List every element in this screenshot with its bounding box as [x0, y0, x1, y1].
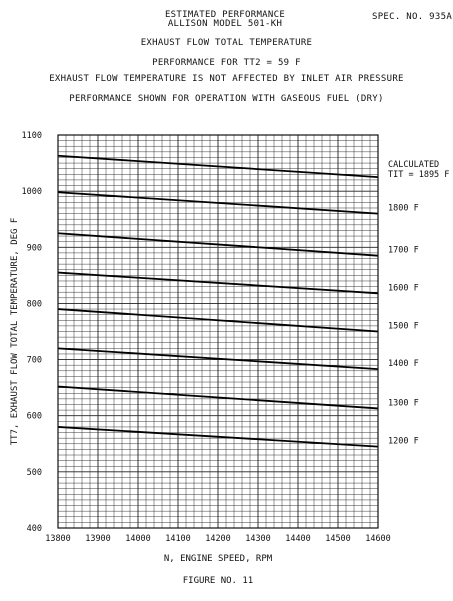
- fuel-note: PERFORMANCE SHOWN FOR OPERATION WITH GASEOUS FUEL (DRY): [69, 94, 384, 104]
- figure-label: FIGURE NO. 11: [182, 576, 254, 586]
- y-tick-label: 600: [26, 411, 42, 422]
- x-tick-label: 14400: [285, 534, 311, 544]
- y-tick-label: 800: [26, 299, 42, 310]
- x-tick-label: 14100: [165, 534, 191, 544]
- curve-label: 1200 F: [388, 436, 419, 447]
- curve-label: 1300 F: [388, 398, 419, 409]
- y-tick-label: 1100: [21, 131, 42, 141]
- curve-label: 1600 F: [388, 283, 419, 294]
- x-tick-label: 14000: [125, 534, 151, 544]
- grid: [58, 135, 378, 528]
- x-tick-label: 14300: [245, 534, 271, 544]
- spec-number: SPEC. NO. 935A: [372, 12, 453, 22]
- legend-title-line-1: CALCULATED: [388, 160, 440, 171]
- legend-title-line-2: TIT = 1895 F: [388, 170, 450, 181]
- x-tick-label: 14200: [205, 534, 231, 544]
- x-axis-label: N, ENGINE SPEED, RPM: [163, 554, 273, 564]
- title-line-1: ESTIMATED PERFORMANCE: [164, 10, 286, 20]
- curve-labels: [388, 204, 419, 447]
- y-tick-label: 500: [26, 467, 42, 478]
- x-tick-label: 13900: [85, 534, 111, 544]
- chart-title: EXHAUST FLOW TOTAL TEMPERATURE: [140, 38, 313, 48]
- y-axis-label: TT7, EXHAUST FLOW TOTAL TEMPERATURE, DEG F: [10, 217, 20, 446]
- performance-condition: PERFORMANCE FOR TT2 = 59 F: [152, 58, 301, 68]
- y-tick-label: 400: [26, 524, 42, 534]
- y-tick-label: 900: [26, 243, 42, 254]
- curve-label: 1700 F: [388, 245, 419, 256]
- curve-label: 1400 F: [388, 359, 419, 370]
- curve-label: 1500 F: [388, 321, 419, 332]
- x-tick-label: 13800: [45, 534, 71, 544]
- curve-label: 1800 F: [388, 203, 419, 214]
- x-tick-label: 14500: [325, 534, 351, 544]
- y-tick-label: 700: [26, 355, 42, 366]
- pressure-note: EXHAUST FLOW TEMPERATURE IS NOT AFFECTED BY INLET AIR PRESSURE: [49, 74, 404, 84]
- title-line-2: ALLISON MODEL 501-KH: [167, 19, 283, 29]
- x-tick-label: 14600: [365, 534, 391, 544]
- y-tick-label: 1000: [21, 187, 42, 198]
